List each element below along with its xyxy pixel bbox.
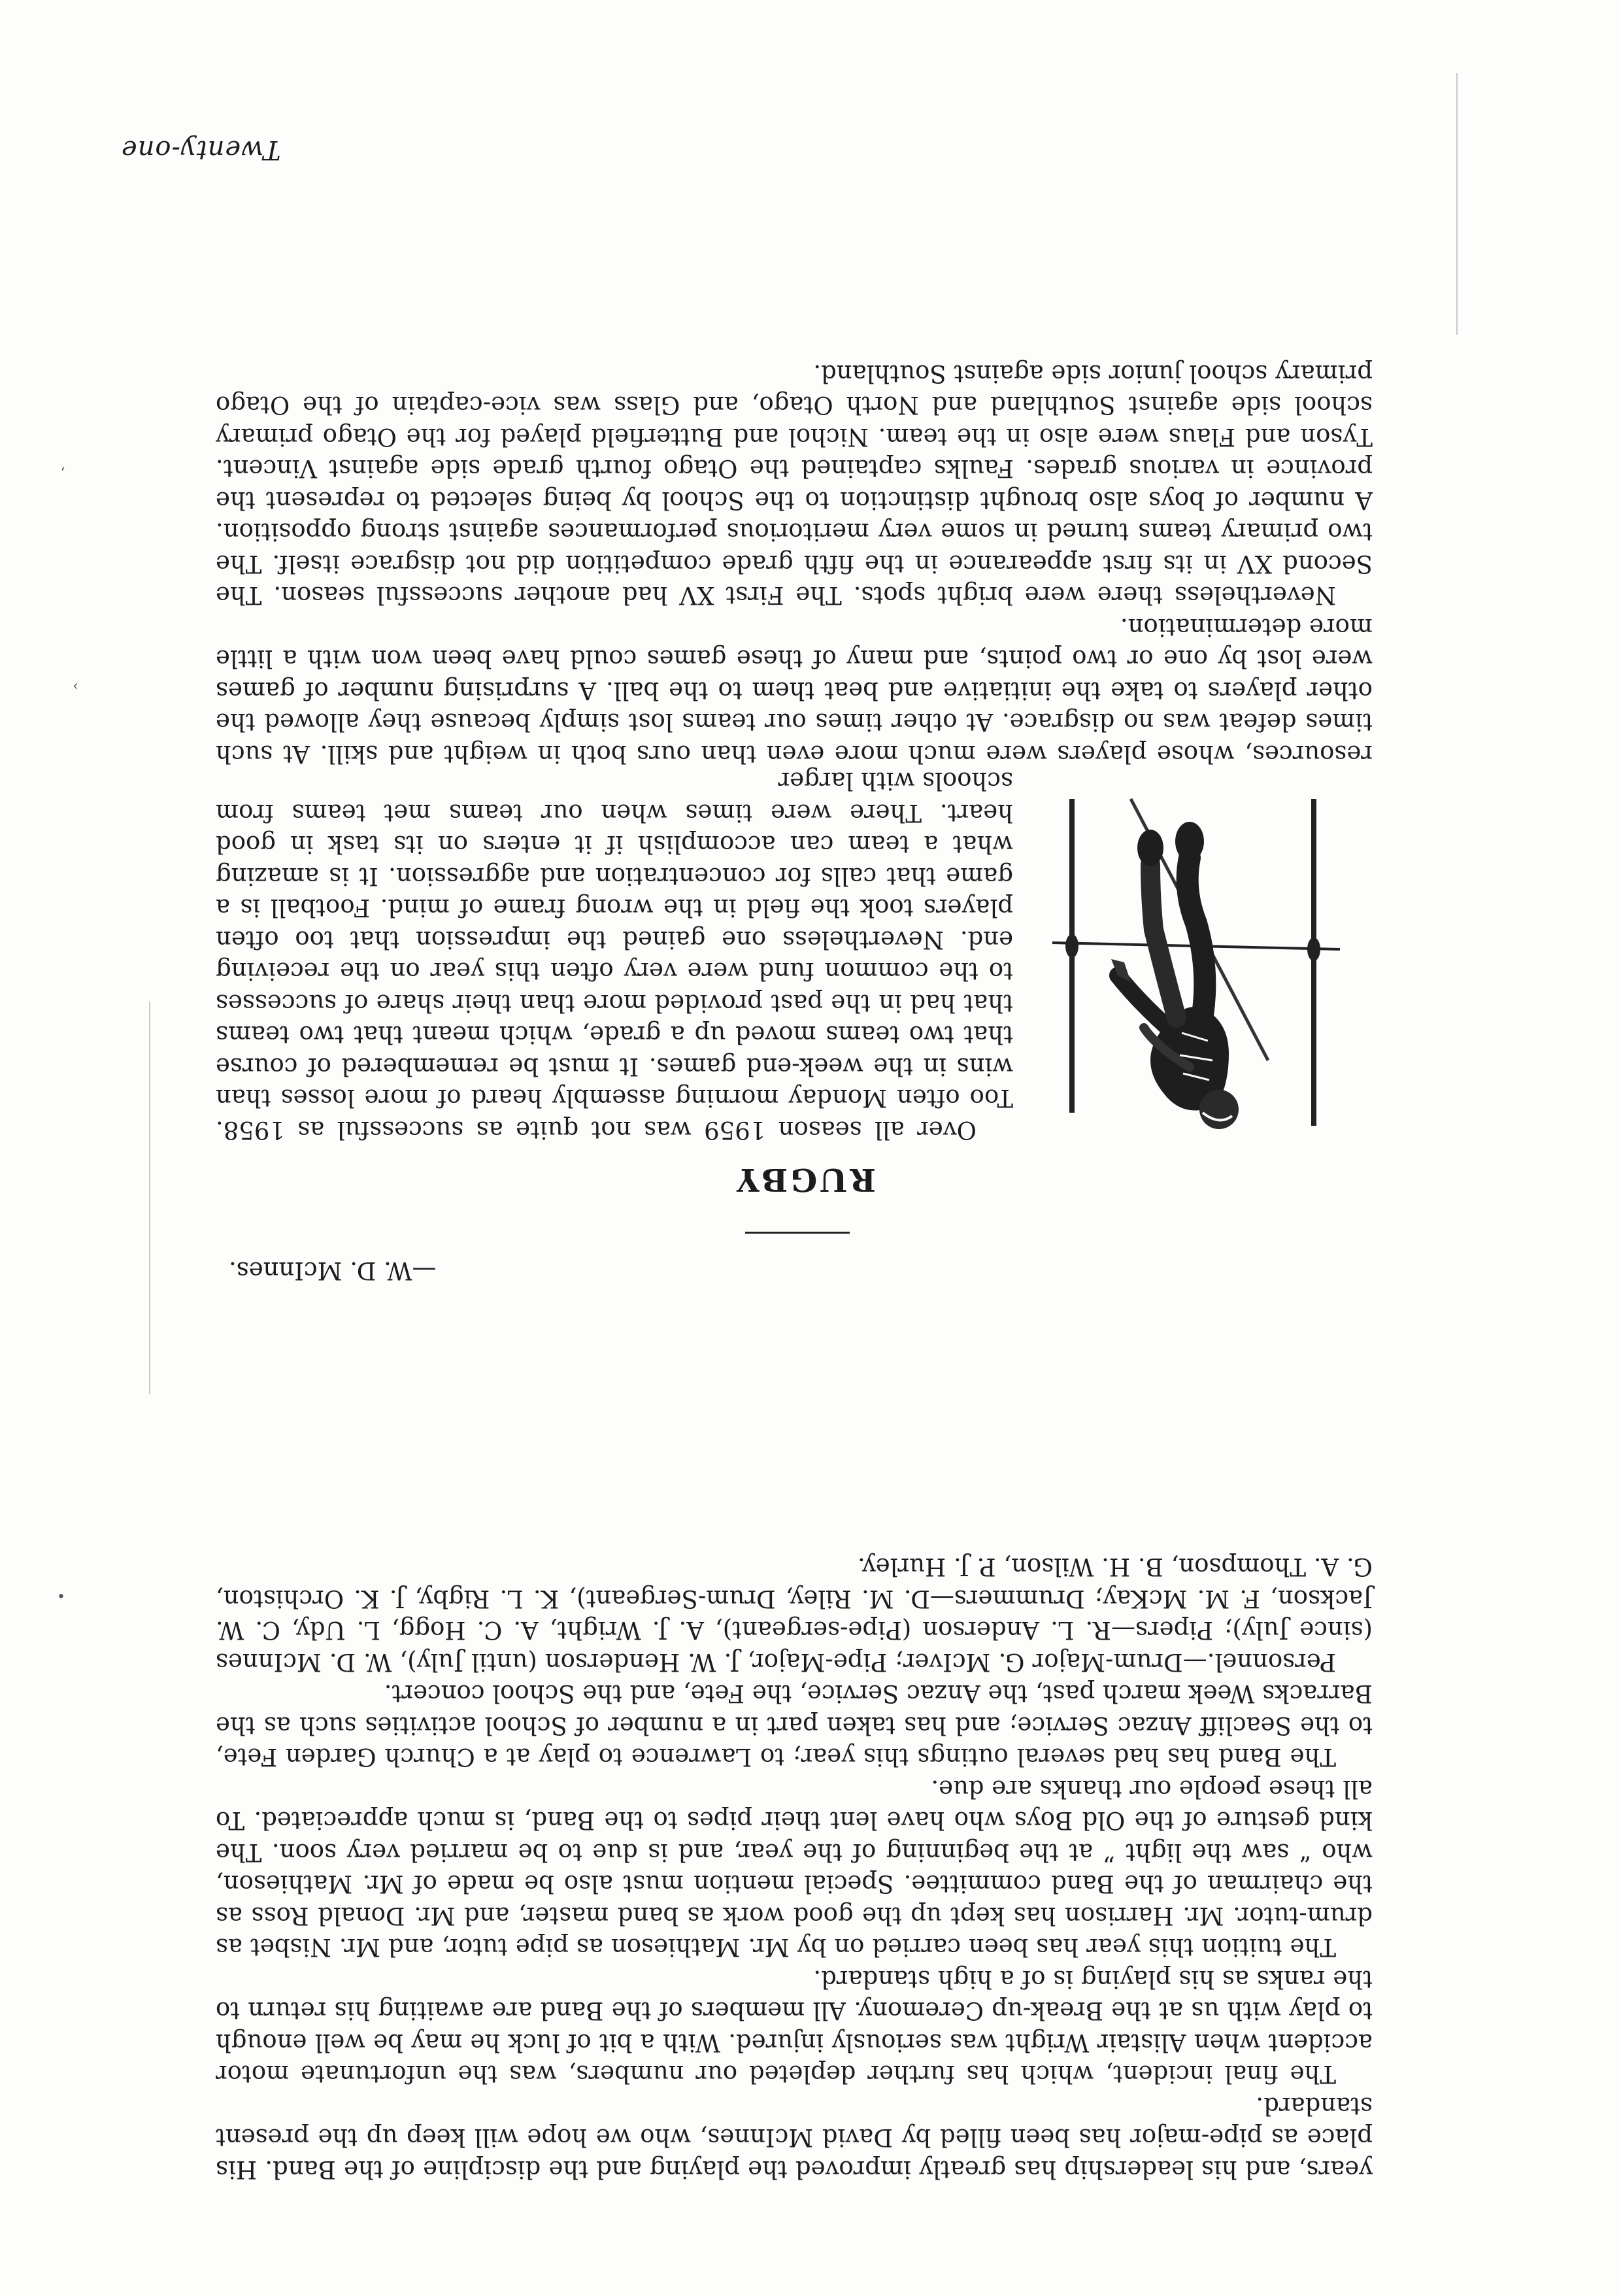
- band-paragraph-3: The tuition this year has been carried on by Mr. Mathieson as pipe tutor, and Mr. Nisbet as drum-tutor. Mr. Harrison has kept up the good work as band master, and Mr. Donald Ross as the chairman of the Band committee. Special mention must also be made of Mr. Mathieson, who “ saw the light ” at the beginning of the year, and is due to be married very soon. The kind gesture of the Old Boys who have lent their pipes to the Band, is much appreciated. To all these people our thanks are due.: [216, 1775, 1373, 1962]
- pole-vaulter-illustration: [1039, 773, 1379, 1139]
- rugby-paragraph-3: Nevertheless there were bright spots. The First XV had another successful season. The Second XV in its first appearance in the fifth grade competition did not disgrace itself. The two primary teams turned in some very meritorious performances against strong opposition. A number of boys also brought distinction to the School by being selected to represent the province in various grades. Faulks captained the Otago fourth grade side against Vincent. Tyson and Flaus were also in the team. Nichol and Butterfield played for the Otago primary school side against Southland and North Otago, and Glass was vice-captain of the Otago primary school junior side against Southland.: [216, 360, 1373, 610]
- band-personnel: Personnel.—Drum-Major G. McIver; Pipe-Major, J. W. Henderson (until July), W. D. McInnes (since July); Pipers—R. L. Anderson (Pipe-sergeant), A. J. Wright, A. C. Hogg, L. Udy, C. W. Jackson, F. M. McKay; Drummers—D. M. Riley, Drum-Sergeant), K. L. Rigby, J. K. Orchiston, G. A. Thompson, B. H. Wilson, P. J. Hurley.: [216, 1553, 1373, 1676]
- band-paragraph-4: The Band has had several outings this year; to Lawrence to play at a Church Garden Fete, to the Seacliff Anzac Service; and has taken part in a number of School activities such as the Barracks Week march past, the Anzac Service, the Fete, and the School concert.: [216, 1680, 1373, 1772]
- band-article: [216, 1551, 1373, 2185]
- margin-mark: •: [57, 1587, 65, 1603]
- band-paragraph-2: The final incident, which has further depleted our numbers, was the unfortunate motor accident when Alistair Wright was seriously injured. With a bit of luck he may be well enough to play with us at the Break-up Ceremony. All members of the Band are awaiting his return to the ranks as his playing is of a high standard.: [216, 1965, 1373, 2089]
- rugby-title: RUGBY: [734, 1161, 876, 1198]
- page-number: Twenty-one: [121, 135, 281, 165]
- margin-mark: ’: [61, 456, 65, 472]
- scan-line: [149, 1002, 150, 1394]
- scan-line: [1456, 73, 1458, 335]
- rugby-article: [216, 358, 1373, 770]
- section-divider: [745, 1232, 850, 1234]
- band-signature: —W. D. McInnes.: [229, 1257, 437, 1285]
- margin-mark: ›: [73, 678, 78, 694]
- rugby-paragraph-2: resources, whose players were much more even than ours both in weight and skill. At such times defeat was no disgrace. At other times our teams lost simply because they allowed the other players to take the initiative and beat them to the ball. A surprising number of games were lost by one or two points, and many of these games could have been won with a little more determination.: [216, 613, 1373, 768]
- rugby-paragraph-1: Over all season 1959 was not quite as successful as 1958. Too often Monday morning assembly heard of more losses than wins in the week-end games. It must be remembered of course that two teams moved up a grade, which meant that two teams that had in the past provided more than their share of successes to the common fund were very often this year on the receiving end. Nevertheless one gained the impression that too often players took the field in the wrong frame of mind. Football is a game that calls for concentration and aggression. It is amazing what a team can accomplish if it enters on its task in good heart. There were times when our teams met teams from schools with larger: [216, 767, 1013, 1144]
- rugby-intro: [216, 765, 1013, 1145]
- band-paragraph-1: years, and his leadership has greatly improved the playing and the discipline of the Band. His place as pipe-major has been filled by David McInnes, who we hope will keep up the present standard.: [216, 2092, 1373, 2184]
